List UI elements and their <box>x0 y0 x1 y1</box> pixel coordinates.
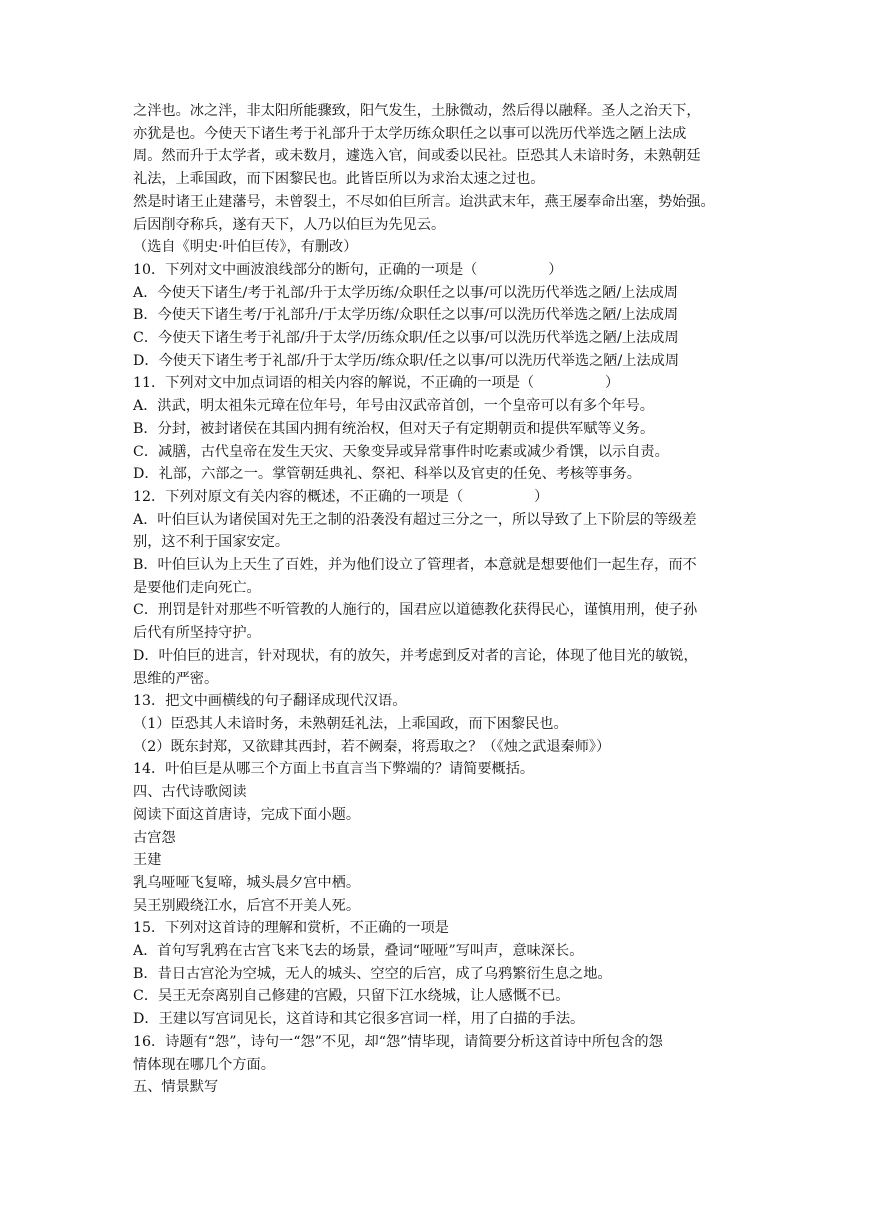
source-citation: （选自《明史·叶伯巨传》，有删改） <box>133 239 358 256</box>
q15-option-b: B．昔日古宫沦为空城，无人的城头、空空的后宫，成了乌鸦繁衍生息之地。 <box>133 965 612 982</box>
q15-option-c: C．吴王无奈离别自己修建的宫殿，只留下江水绕城，让人感慨不已。 <box>133 988 570 1005</box>
passage-line: 后因削夺称兵，遂有天下，人乃以伯巨为先见云。 <box>133 216 446 233</box>
passage-line: 然是时诸王止建藩号，未曾裂土，不尽如伯巨所言。迨洪武末年，燕王屡奉命出塞，势始强。 <box>133 193 715 210</box>
q13-item-1: （1）臣恐其人未谙时务，未熟朝廷礼法，上乖国政，而下困黎民也。 <box>133 715 568 732</box>
passage-line: 亦犹是也。今使天下诸生考于礼部升于太学历练众职任之以事可以洗历代举选之陋上法成 <box>133 125 687 142</box>
q12-option-d-cont: 思维的严密。 <box>133 670 219 687</box>
question-13: 13．把文中画横线的句子翻译成现代汉语。 <box>133 693 407 710</box>
q10-option-d: D．今使天下诸生考于礼部/升于太学历/练众职/任之以事/可以洗历代举选之陋/上法成周 <box>133 352 680 369</box>
document-body <box>133 100 739 1099</box>
question-12: 12．下列对原文有关内容的概述，不正确的一项是（ ） <box>133 488 549 505</box>
instruction: 阅读下面这首唐诗，完成下面小题。 <box>133 806 361 823</box>
passage-line: 礼法，上乖国政，而下困黎民也。此皆臣所以为求治太速之过也。 <box>133 171 545 188</box>
q11-option-d: D．礼部，六部之一。掌管朝廷典礼、祭祀、科举以及官吏的任免、考核等事务。 <box>133 466 641 483</box>
question-16-cont: 情体现在哪几个方面。 <box>133 1056 275 1073</box>
section-heading: 五、情景默写 <box>133 1079 219 1096</box>
poem-line: 吴王别殿绕江水，后宫不开美人死。 <box>133 897 361 914</box>
q15-option-d: D．王建以写宫词见长，这首诗和其它很多宫词一样，用了白描的手法。 <box>133 1011 585 1028</box>
q15-option-a: A．首句写乳鸦在古宫飞来飞去的场景，叠词“哑哑”写叫声，意味深长。 <box>133 943 584 960</box>
poem-author: 王建 <box>133 852 162 869</box>
passage-line: 之泮也。冰之泮，非太阳所能骤致，阳气发生，土脉微动，然后得以融释。圣人之治天下， <box>133 103 701 119</box>
question-14: 14．叶伯巨是从哪三个方面上书直言当下弊端的？请简要概括。 <box>133 761 535 778</box>
q12-option-c: C．刑罚是针对那些不听管教的人施行的，国君应以道德教化获得民心，谨慎用刑，使子孙 <box>133 602 698 619</box>
q10-option-a: A．今使天下诸生/考于礼部/升于太学历练/众职任之以事/可以洗历代举选之陋/上法成周 <box>133 284 678 301</box>
q12-option-d: D．叶伯巨的进言，针对现状，有的放矢，并考虑到反对者的言论，体现了他目光的敏锐， <box>133 647 698 664</box>
question-15: 15．下列对这首诗的理解和赏析，不正确的一项是 <box>133 920 449 937</box>
q11-option-c: C．减膳，古代皇帝在发生天灾、天象变异或异常事件时吃素或减少肴馔，以示自责。 <box>133 443 669 460</box>
q11-option-a: A．洪武，明太祖朱元璋在位年号，年号由汉武帝首创，一个皇帝可以有多个年号。 <box>133 398 654 415</box>
poem-line: 乳乌哑哑飞复啼，城头晨夕宫中栖。 <box>133 874 361 891</box>
question-10: 10．下列对文中画波浪线部分的断句，正确的一项是（ ） <box>133 261 563 278</box>
q12-option-b-cont: 是要他们走向死亡。 <box>133 579 261 596</box>
q11-option-b: B．分封，被封诸侯在其国内拥有统治权，但对天子有定期朝贡和提供军赋等义务。 <box>133 420 655 437</box>
poem-title: 古宫怨 <box>133 829 176 846</box>
q12-option-b: B．叶伯巨认为上天生了百姓，并为他们设立了管理者，本意就是想要他们一起生存，而不 <box>133 557 697 574</box>
q13-item-2: （2）既东封郑，又欲肆其西封，若不阙秦，将焉取之？（《烛之武退秦师》） <box>133 738 611 755</box>
section-heading: 四、古代诗歌阅读 <box>133 784 247 801</box>
q12-option-a: A．叶伯巨认为诸侯国对先王之制的沿袭没有超过三分之一，所以导致了上下阶层的等级差 <box>133 511 697 528</box>
q10-option-c: C．今使天下诸生考于礼部/升于太学/历练众职/任之以事/可以洗历代举选之陋/上法成周 <box>133 330 679 347</box>
q12-option-c-cont: 后代有所坚持守护。 <box>133 625 261 642</box>
q12-option-a-cont: 别，这不利于国家安定。 <box>133 534 290 551</box>
question-11: 11．下列对文中加点词语的相关内容的解说，不正确的一项是（ ） <box>133 375 620 392</box>
question-16: 16．诗题有“怨”，诗句一“怨”不见，却“怨”情毕现，请简要分析这首诗中所包含的怨 <box>133 1033 663 1050</box>
q10-option-b: B．今使天下诸生考/于礼部升/于太学历练/众职任之以事/可以洗历代举选之陋/上法成周 <box>133 307 679 324</box>
passage-line: 周。然而升于太学者，或未数月，遽选入官，间或委以民社。臣恐其人未谙时务，未熟朝廷 <box>133 148 701 165</box>
